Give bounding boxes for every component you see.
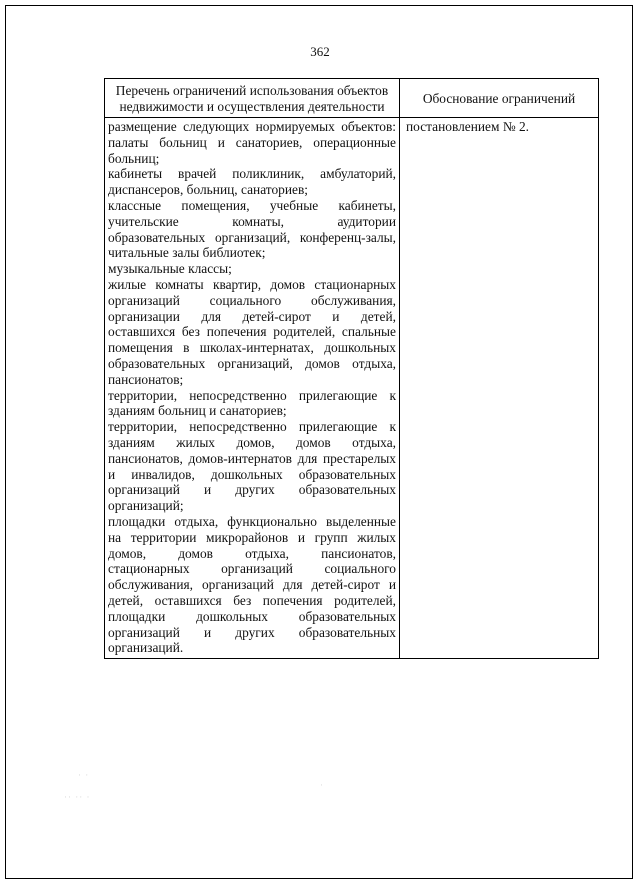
restriction-text-line: стационарных организаций социального [108, 561, 396, 577]
restrictions-table [104, 78, 599, 659]
restriction-text-line: образовательных организаций, домов отдыха, [108, 355, 396, 371]
restriction-text-line: пансионатов; [108, 371, 184, 387]
restriction-text-line: образовательных организаций, конференц-залы, [108, 229, 396, 245]
restriction-text-line: больниц; [108, 150, 160, 166]
restriction-text-line: организаций. [108, 640, 184, 656]
restriction-text-line: на территории микрорайонов и групп жилых [108, 529, 396, 545]
restriction-text-line: площадки дошкольных образовательных [108, 608, 396, 624]
restriction-text-line: и инвалидов, дошкольных образовательных [108, 466, 396, 482]
restriction-text-line: обслуживания, организаций для детей-сирот и [108, 577, 396, 593]
restriction-text-line: организаций и других образовательных [108, 624, 396, 640]
restriction-text-line: организации для детей-сирот и детей, [108, 308, 396, 324]
header-restrictions-list: Перечень ограничений использования объектов недвижимости и осуществления деятельности [105, 79, 400, 118]
scan-noise: ·· ·· · [64, 792, 91, 802]
restriction-text-line: пансионатов, домов-интернатов для престарелых [108, 450, 396, 466]
restrictions-cell [105, 118, 400, 659]
restriction-text-line: жилые комнаты квартир, домов стационарных [108, 276, 396, 292]
restriction-text-line: территории, непосредственно прилегающие к [108, 419, 396, 435]
restriction-text-line: зданиям жилых домов, домов отдыха, [108, 434, 396, 450]
restriction-text-line: кабинеты врачей поликлиник, амбулаторий, [108, 166, 396, 182]
restriction-text-line: музыкальные классы; [108, 261, 232, 277]
restriction-text-line: классные помещения, учебные кабинеты, [108, 197, 396, 213]
table-header-row [105, 79, 599, 118]
restriction-text-line: домов, домов отдыха, пансионатов, [108, 545, 396, 561]
restriction-text-line: оставшихся без попечения родителей, спальные [108, 324, 396, 340]
restriction-text-line: читальные залы библиотек; [108, 245, 266, 261]
justification-text: постановлением № 2. [406, 119, 529, 134]
restriction-text-line: организаций социального обслуживания, [108, 292, 396, 308]
restriction-text-line: площадки отдыха, функционально выделенные [108, 513, 396, 529]
table-row [105, 118, 599, 659]
restriction-text-line: организаций и других образовательных [108, 482, 396, 498]
scan-noise: · [320, 780, 324, 790]
restriction-text-line: диспансеров, больниц, санаториев; [108, 182, 309, 198]
restriction-text-line: размещение следующих нормируемых объектов: [108, 119, 396, 134]
restriction-text-line: учительские комнаты, аудитории [108, 213, 396, 229]
restriction-text-line: палаты больниц и санаториев, операционные [108, 134, 396, 150]
page-number: 362 [310, 44, 330, 59]
restriction-text-line: детей, оставшихся без попечения родителей, [108, 592, 396, 608]
restriction-text-line: территории, непосредственно прилегающие к [108, 387, 396, 403]
restriction-text-line: помещения в школах-интернатах, дошкольных [108, 340, 396, 356]
restriction-text-line: зданиям больниц и санаториев; [108, 403, 287, 419]
restriction-text-line: организаций; [108, 498, 184, 514]
scan-noise: · · [78, 770, 90, 780]
justification-cell [400, 118, 599, 659]
header-justification: Обоснование ограничений [400, 79, 599, 118]
